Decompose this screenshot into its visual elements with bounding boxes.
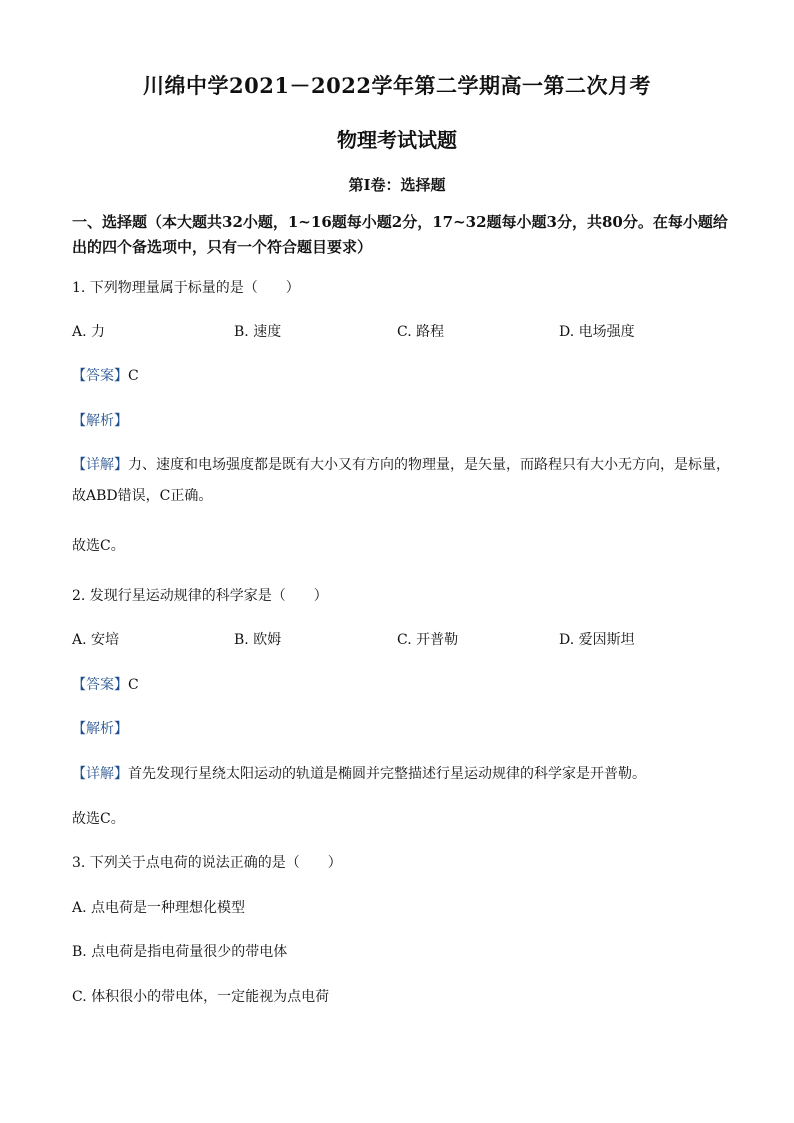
question-3-option-b: B. 点电荷是指电荷量很少的带电体 xyxy=(72,944,288,960)
question-1-option-a: A. 力 xyxy=(72,324,106,340)
section-intro: 一、选择题（本大题共32小题，1~16题每小题2分，17~32题每小题3分，共80分。在每小题给出的四个备选项中，只有一个符合题目要求） xyxy=(72,213,728,256)
question-1-option-b: B. 速度 xyxy=(234,324,282,340)
question-2-option-d: D. 爱因斯坦 xyxy=(559,632,635,648)
question-1-detail-line-2: 故ABD错误，C正确。 xyxy=(72,488,213,504)
answer-value: C xyxy=(128,677,139,693)
question-2-analysis-label: 【解析】 xyxy=(72,721,128,737)
exam-title: 川绵中学2021－2022学年第二学期高一第二次月考 xyxy=(143,73,651,98)
question-3-stem: 3. 下列关于点电荷的说法正确的是（ ） xyxy=(72,855,342,871)
question-2-detail-line-1 xyxy=(72,764,646,784)
answer-label: 【答案】 xyxy=(72,677,128,693)
answer-label: 【答案】 xyxy=(72,368,128,384)
question-2-option-c: C. 开普勒 xyxy=(397,632,459,648)
detail-label: 【详解】 xyxy=(72,457,128,473)
answer-value: C xyxy=(128,368,139,384)
detail-label: 【详解】 xyxy=(72,766,128,782)
question-2-stem: 2. 发现行星运动规律的科学家是（ ） xyxy=(72,588,328,604)
question-1-option-c: C. 路程 xyxy=(397,324,445,340)
question-2-answer xyxy=(72,675,139,695)
volume-heading: 第Ⅰ卷：选择题 xyxy=(348,176,446,194)
question-1-detail-line-1 xyxy=(72,455,730,475)
detail-text: 力、速度和电场强度都是既有大小又有方向的物理量，是矢量，而路程只有大小无方向，是标量， xyxy=(128,457,730,473)
exam-subtitle: 物理考试试题 xyxy=(337,128,457,152)
question-1-conclusion: 故选C。 xyxy=(72,538,125,554)
detail-text: 首先发现行星绕太阳运动的轨道是椭圆并完整描述行星运动规律的科学家是开普勒。 xyxy=(128,766,646,782)
question-2-option-a: A. 安培 xyxy=(72,632,120,648)
question-1-option-d: D. 电场强度 xyxy=(559,324,635,340)
question-3-option-a: A. 点电荷是一种理想化模型 xyxy=(72,900,246,916)
question-1-answer xyxy=(72,366,139,386)
question-2-conclusion: 故选C。 xyxy=(72,811,125,827)
question-3-option-c: C. 体积很小的带电体，一定能视为点电荷 xyxy=(72,989,330,1005)
question-1-stem: 1. 下列物理量属于标量的是（ ） xyxy=(72,280,300,296)
question-1-analysis-label: 【解析】 xyxy=(72,413,128,429)
question-2-option-b: B. 欧姆 xyxy=(234,632,282,648)
